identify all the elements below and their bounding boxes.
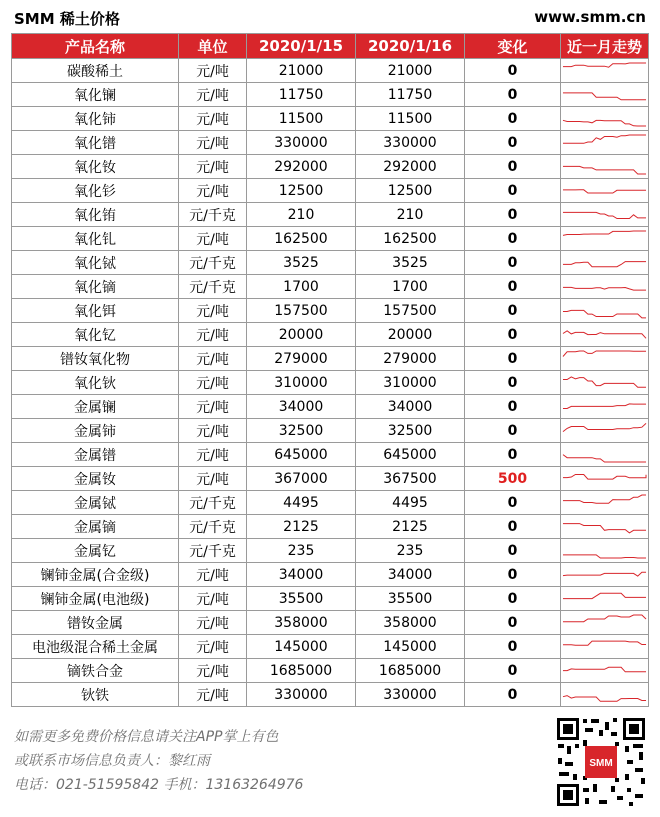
table-row (12, 323, 649, 347)
cell-trend (561, 443, 649, 467)
table-row (12, 539, 649, 563)
cell-price-date2: 3525 (356, 251, 465, 275)
trend-sparkline (561, 539, 648, 562)
cell-change: 0 (465, 323, 561, 347)
cell-price-date2: 367500 (356, 467, 465, 491)
qr-logo: SMM (589, 758, 613, 769)
cell-trend (561, 515, 649, 539)
cell-price-date1: 34000 (247, 563, 356, 587)
col-header-date2: 2020/1/16 (356, 34, 465, 59)
cell-product-name: 金属铈 (12, 419, 179, 443)
cell-price-date1: 35500 (247, 587, 356, 611)
cell-unit: 元/吨 (179, 299, 247, 323)
cell-price-date2: 4495 (356, 491, 465, 515)
cell-price-date1: 157500 (247, 299, 356, 323)
cell-unit: 元/吨 (179, 347, 247, 371)
cell-price-date2: 210 (356, 203, 465, 227)
cell-price-date2: 235 (356, 539, 465, 563)
cell-price-date2: 162500 (356, 227, 465, 251)
cell-trend (561, 611, 649, 635)
trend-line (563, 166, 646, 174)
trend-line (563, 135, 646, 143)
cell-change: 0 (465, 539, 561, 563)
cell-trend (561, 635, 649, 659)
cell-price-date2: 34000 (356, 395, 465, 419)
trend-line (563, 377, 646, 387)
trend-sparkline (561, 683, 648, 706)
cell-price-date1: 34000 (247, 395, 356, 419)
cell-trend (561, 83, 649, 107)
cell-change: 0 (465, 155, 561, 179)
cell-product-name: 氧化镝 (12, 275, 179, 299)
trend-sparkline (561, 347, 648, 370)
trend-line (563, 641, 646, 645)
cell-unit: 元/千克 (179, 491, 247, 515)
table-row (12, 107, 649, 131)
trend-sparkline (561, 251, 648, 274)
cell-change: 0 (465, 131, 561, 155)
cell-trend (561, 683, 649, 707)
cell-unit: 元/吨 (179, 395, 247, 419)
trend-sparkline (561, 515, 648, 538)
trend-line (563, 351, 646, 357)
cell-unit: 元/吨 (179, 227, 247, 251)
table-row (12, 179, 649, 203)
table-row (12, 491, 649, 515)
table-row (12, 203, 649, 227)
cell-product-name: 碳酸稀土 (12, 59, 179, 83)
footer-app-note: 如需更多免费价格信息请关注APP掌上有色 (14, 729, 279, 745)
table-row (12, 419, 649, 443)
cell-price-date1: 145000 (247, 635, 356, 659)
col-header-change: 变化 (465, 34, 561, 59)
table-row (12, 635, 649, 659)
cell-unit: 元/吨 (179, 155, 247, 179)
trend-sparkline (561, 107, 648, 130)
cell-product-name: 镧铈金属(合金级) (12, 563, 179, 587)
cell-unit: 元/吨 (179, 563, 247, 587)
trend-sparkline (561, 611, 648, 634)
cell-product-name: 金属铽 (12, 491, 179, 515)
cell-price-date2: 32500 (356, 419, 465, 443)
cell-change: 0 (465, 203, 561, 227)
cell-unit: 元/吨 (179, 59, 247, 83)
cell-product-name: 氧化钬 (12, 371, 179, 395)
cell-change: 0 (465, 371, 561, 395)
table-row (12, 227, 649, 251)
cell-price-date2: 310000 (356, 371, 465, 395)
cell-unit: 元/吨 (179, 659, 247, 683)
cell-unit: 元/千克 (179, 203, 247, 227)
cell-price-date1: 2125 (247, 515, 356, 539)
cell-price-date1: 162500 (247, 227, 356, 251)
cell-product-name: 钬铁 (12, 683, 179, 707)
cell-trend (561, 59, 649, 83)
cell-product-name: 氧化铈 (12, 107, 179, 131)
cell-trend (561, 659, 649, 683)
cell-product-name: 氧化镧 (12, 83, 179, 107)
table-row (12, 299, 649, 323)
cell-price-date1: 310000 (247, 371, 356, 395)
cell-trend (561, 179, 649, 203)
trend-line (563, 120, 646, 126)
cell-price-date2: 21000 (356, 59, 465, 83)
table-header-row (12, 34, 649, 59)
cell-trend (561, 275, 649, 299)
table-row (12, 563, 649, 587)
cell-price-date2: 145000 (356, 635, 465, 659)
cell-price-date2: 330000 (356, 683, 465, 707)
cell-change: 0 (465, 107, 561, 131)
cell-change: 0 (465, 59, 561, 83)
cell-trend (561, 347, 649, 371)
price-table (11, 33, 649, 707)
cell-price-date1: 210 (247, 203, 356, 227)
trend-sparkline (561, 275, 648, 298)
cell-change: 0 (465, 443, 561, 467)
trend-sparkline (561, 83, 648, 106)
table-row (12, 683, 649, 707)
trend-line (563, 287, 646, 290)
cell-price-date1: 330000 (247, 131, 356, 155)
cell-price-date1: 32500 (247, 419, 356, 443)
trend-sparkline (561, 371, 648, 394)
cell-price-date1: 279000 (247, 347, 356, 371)
cell-unit: 元/吨 (179, 611, 247, 635)
trend-line (563, 212, 646, 218)
cell-unit: 元/吨 (179, 443, 247, 467)
table-row (12, 611, 649, 635)
trend-sparkline (561, 491, 648, 514)
table-row (12, 587, 649, 611)
trend-line (563, 495, 646, 503)
trend-sparkline (561, 419, 648, 442)
cell-change: 0 (465, 515, 561, 539)
cell-trend (561, 371, 649, 395)
cell-price-date1: 4495 (247, 491, 356, 515)
cell-unit: 元/吨 (179, 323, 247, 347)
cell-trend (561, 539, 649, 563)
cell-change: 0 (465, 275, 561, 299)
cell-trend (561, 227, 649, 251)
table-row (12, 131, 649, 155)
cell-price-date1: 11500 (247, 107, 356, 131)
trend-line (563, 667, 646, 672)
cell-product-name: 金属镨 (12, 443, 179, 467)
cell-unit: 元/千克 (179, 251, 247, 275)
cell-product-name: 金属钕 (12, 467, 179, 491)
cell-product-name: 氧化铕 (12, 203, 179, 227)
table-row (12, 515, 649, 539)
cell-price-date2: 34000 (356, 563, 465, 587)
cell-change: 0 (465, 611, 561, 635)
footer-phone: 电话：021-51595842 手机：13163264976 (14, 777, 304, 793)
cell-unit: 元/千克 (179, 275, 247, 299)
cell-price-date2: 12500 (356, 179, 465, 203)
cell-price-date2: 11500 (356, 107, 465, 131)
table-row (12, 83, 649, 107)
trend-sparkline (561, 203, 648, 226)
cell-price-date1: 20000 (247, 323, 356, 347)
cell-price-date1: 1700 (247, 275, 356, 299)
cell-price-date1: 235 (247, 539, 356, 563)
trend-sparkline (561, 443, 648, 466)
trend-sparkline (561, 59, 648, 82)
cell-price-date2: 292000 (356, 155, 465, 179)
cell-price-date1: 3525 (247, 251, 356, 275)
cell-change: 0 (465, 419, 561, 443)
cell-unit: 元/吨 (179, 419, 247, 443)
cell-price-date1: 292000 (247, 155, 356, 179)
cell-product-name: 氧化镨 (12, 131, 179, 155)
cell-trend (561, 467, 649, 491)
cell-product-name: 金属镧 (12, 395, 179, 419)
trend-sparkline (561, 227, 648, 250)
trend-line (563, 475, 646, 480)
cell-trend (561, 155, 649, 179)
cell-price-date1: 645000 (247, 443, 356, 467)
page-title: SMM 稀土价格 (14, 10, 120, 28)
trend-line (563, 572, 646, 576)
table-row (12, 59, 649, 83)
cell-unit: 元/吨 (179, 131, 247, 155)
cell-unit: 元/吨 (179, 371, 247, 395)
cell-unit: 元/吨 (179, 107, 247, 131)
cell-price-date2: 157500 (356, 299, 465, 323)
cell-trend (561, 563, 649, 587)
cell-trend (561, 203, 649, 227)
trend-line (563, 331, 646, 339)
table-row (12, 155, 649, 179)
trend-line (563, 615, 646, 622)
cell-change: 0 (465, 251, 561, 275)
cell-product-name: 镨钕金属 (12, 611, 179, 635)
footer-contact: 或联系市场信息负责人：黎红雨 (14, 753, 210, 769)
trend-line (563, 404, 646, 409)
cell-trend (561, 323, 649, 347)
cell-change: 0 (465, 347, 561, 371)
col-header-date1: 2020/1/15 (247, 34, 356, 59)
cell-product-name: 氧化铽 (12, 251, 179, 275)
table-row (12, 275, 649, 299)
trend-sparkline (561, 155, 648, 178)
cell-product-name: 氧化钕 (12, 155, 179, 179)
cell-change: 0 (465, 659, 561, 683)
cell-price-date2: 20000 (356, 323, 465, 347)
cell-trend (561, 131, 649, 155)
cell-product-name: 镨钕氧化物 (12, 347, 179, 371)
trend-line (563, 262, 646, 267)
cell-change: 0 (465, 587, 561, 611)
cell-change: 0 (465, 83, 561, 107)
cell-change: 500 (465, 467, 561, 491)
table-row (12, 467, 649, 491)
cell-price-date1: 358000 (247, 611, 356, 635)
cell-price-date2: 279000 (356, 347, 465, 371)
col-header-product: 产品名称 (12, 34, 179, 59)
cell-price-date2: 358000 (356, 611, 465, 635)
table-row (12, 251, 649, 275)
cell-trend (561, 587, 649, 611)
cell-price-date2: 2125 (356, 515, 465, 539)
cell-unit: 元/千克 (179, 539, 247, 563)
cell-trend (561, 299, 649, 323)
trend-sparkline (561, 131, 648, 154)
col-header-trend: 近一月走势 (561, 34, 649, 59)
cell-change: 0 (465, 227, 561, 251)
trend-line (563, 93, 646, 100)
col-header-unit: 单位 (179, 34, 247, 59)
cell-price-date1: 330000 (247, 683, 356, 707)
cell-change: 0 (465, 683, 561, 707)
cell-change: 0 (465, 563, 561, 587)
cell-product-name: 金属钇 (12, 539, 179, 563)
trend-line (563, 696, 646, 702)
cell-product-name: 电池级混合稀土金属 (12, 635, 179, 659)
cell-change: 0 (465, 299, 561, 323)
trend-line (563, 455, 646, 462)
cell-product-name: 镝铁合金 (12, 659, 179, 683)
table-row (12, 659, 649, 683)
trend-sparkline (561, 467, 648, 490)
trend-sparkline (561, 179, 648, 202)
cell-unit: 元/千克 (179, 515, 247, 539)
trend-sparkline (561, 563, 648, 586)
cell-change: 0 (465, 395, 561, 419)
cell-unit: 元/吨 (179, 179, 247, 203)
cell-product-name: 金属镝 (12, 515, 179, 539)
cell-trend (561, 491, 649, 515)
cell-product-name: 氧化钆 (12, 227, 179, 251)
cell-trend (561, 251, 649, 275)
qr-code-icon (555, 716, 647, 808)
cell-product-name: 氧化铒 (12, 299, 179, 323)
cell-change: 0 (465, 635, 561, 659)
cell-trend (561, 107, 649, 131)
cell-price-date2: 1700 (356, 275, 465, 299)
cell-unit: 元/吨 (179, 83, 247, 107)
cell-unit: 元/吨 (179, 635, 247, 659)
cell-unit: 元/吨 (179, 587, 247, 611)
site-url[interactable]: www.smm.cn (534, 8, 646, 26)
cell-unit: 元/吨 (179, 467, 247, 491)
cell-price-date2: 645000 (356, 443, 465, 467)
table-row (12, 395, 649, 419)
cell-price-date1: 11750 (247, 83, 356, 107)
trend-line (563, 593, 646, 598)
cell-price-date2: 11750 (356, 83, 465, 107)
trend-sparkline (561, 635, 648, 658)
cell-price-date1: 21000 (247, 59, 356, 83)
cell-product-name: 氧化钇 (12, 323, 179, 347)
cell-product-name: 氧化钐 (12, 179, 179, 203)
cell-price-date1: 12500 (247, 179, 356, 203)
cell-price-date1: 367000 (247, 467, 356, 491)
table-row (12, 347, 649, 371)
cell-price-date2: 330000 (356, 131, 465, 155)
trend-sparkline (561, 299, 648, 322)
trend-sparkline (561, 395, 648, 418)
trend-line (563, 310, 646, 318)
trend-sparkline (561, 587, 648, 610)
trend-line (563, 63, 646, 67)
trend-line (563, 231, 646, 235)
trend-sparkline (561, 323, 648, 346)
trend-line (563, 524, 646, 533)
cell-trend (561, 395, 649, 419)
cell-price-date2: 1685000 (356, 659, 465, 683)
cell-trend (561, 419, 649, 443)
cell-price-date1: 1685000 (247, 659, 356, 683)
trend-line (563, 423, 646, 431)
cell-price-date2: 35500 (356, 587, 465, 611)
table-row (12, 443, 649, 467)
cell-product-name: 镧铈金属(电池级) (12, 587, 179, 611)
trend-sparkline (561, 659, 648, 682)
cell-unit: 元/吨 (179, 683, 247, 707)
table-row (12, 371, 649, 395)
cell-change: 0 (465, 179, 561, 203)
trend-line (563, 190, 646, 193)
cell-change: 0 (465, 491, 561, 515)
trend-line (563, 555, 646, 558)
